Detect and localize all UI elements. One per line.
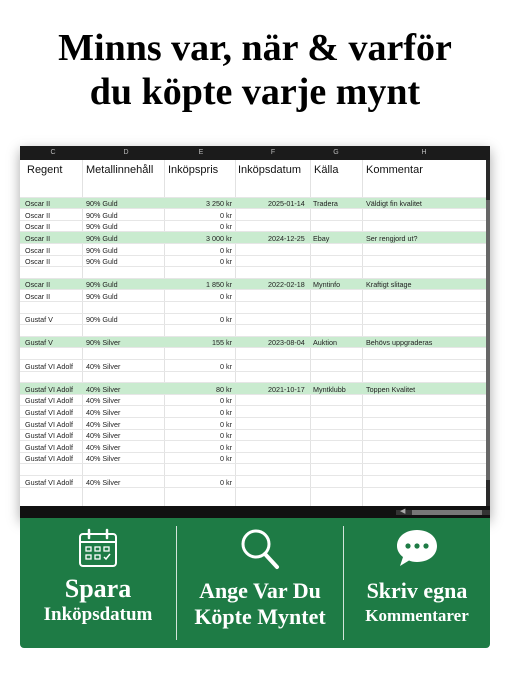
cell-regent[interactable]: Gustaf VI Adolf [25,442,73,452]
cell-metall[interactable]: 90% Guld [86,280,118,290]
cell-kalla[interactable]: Auktion [313,338,337,348]
cell-metall[interactable]: 40% Silver [86,396,121,406]
header-kommentar[interactable]: Kommentar [366,164,423,176]
cell-metall[interactable]: 40% Silver [86,407,121,417]
cell-pris[interactable]: 0 kr [220,245,232,255]
column-letter-c[interactable]: C [50,149,56,156]
cell-regent[interactable]: Oscar II [25,210,51,220]
cell-regent[interactable]: Gustaf VI Adolf [25,477,73,487]
table-row[interactable] [20,453,486,465]
table-row[interactable] [20,476,486,488]
table-row[interactable] [20,186,486,198]
cell-kalla[interactable]: Tradera [313,199,338,209]
cell-pris[interactable]: 0 kr [220,222,232,232]
cell-kommentar[interactable]: Ser rengjord ut? [366,233,418,243]
cell-regent[interactable]: Gustaf VI Adolf [25,419,73,429]
cell-datum[interactable]: 2025-01-14 [268,199,305,209]
chat-bubble-icon [394,526,440,577]
cell-pris[interactable]: 0 kr [220,477,232,487]
table-row[interactable] [20,372,486,384]
cell-regent[interactable]: Oscar II [25,199,51,209]
cell-datum[interactable]: 2023-08-04 [268,338,305,348]
cell-regent[interactable]: Oscar II [25,222,51,232]
headline [0,26,510,114]
cell-pris[interactable]: 0 kr [220,431,232,441]
cell-regent[interactable]: Gustaf VI Adolf [25,407,73,417]
cell-metall[interactable]: 90% Guld [86,245,118,255]
cell-metall[interactable]: 90% Guld [86,233,118,243]
table-row[interactable] [20,441,486,453]
table-row[interactable] [20,209,486,221]
cell-pris[interactable]: 0 kr [220,454,232,464]
table-row[interactable] [20,464,486,476]
table-row[interactable] [20,267,486,279]
table-row[interactable] [20,232,486,244]
scroll-left-icon[interactable]: ◀ [400,508,406,515]
cell-datum[interactable]: 2022-02-18 [268,280,305,290]
feature-1-subtitle: Inköpsdatum [43,604,153,625]
table-row[interactable] [20,198,486,210]
cell-metall[interactable]: 40% Silver [86,384,121,394]
table-row[interactable] [20,279,486,291]
sheet-grid[interactable] [20,160,490,506]
cell-pris[interactable]: 0 kr [220,361,232,371]
cell-kalla[interactable]: Myntinfo [313,280,341,290]
feature-banner [20,518,490,648]
cell-regent[interactable]: Gustaf V [25,338,53,348]
cell-pris[interactable]: 0 kr [220,257,232,267]
cell-regent[interactable]: Gustaf VI Adolf [25,396,73,406]
table-row[interactable] [20,337,486,349]
cell-kommentar[interactable]: Väldigt fin kvalitet [366,199,422,209]
cell-pris[interactable]: 0 kr [220,315,232,325]
cell-metall[interactable]: 90% Guld [86,291,118,301]
cell-kalla[interactable]: Myntklubb [313,384,346,394]
table-row[interactable] [20,406,486,418]
cell-regent[interactable]: Oscar II [25,280,51,290]
header-regent[interactable]: Regent [27,164,63,176]
header-metallinnehall[interactable]: Metallinnehåll [86,164,154,176]
cell-regent[interactable]: Gustaf VI Adolf [25,384,73,394]
feature-2-title: Ange Var Du [199,578,321,603]
cell-datum[interactable]: 2021-10-17 [268,384,305,394]
cell-metall[interactable]: 40% Silver [86,431,121,441]
header-kalla[interactable]: Källa [314,164,339,176]
column-letter-e[interactable]: E [198,149,204,156]
cell-pris[interactable]: 3 000 kr [206,233,232,243]
cell-metall[interactable]: 40% Silver [86,454,121,464]
column-letter-f[interactable]: F [270,149,276,156]
cell-pris[interactable]: 80 kr [216,384,232,394]
cell-metall[interactable]: 90% Guld [86,222,118,232]
feature-where-bought [177,518,343,648]
header-row [20,160,486,182]
cell-pris[interactable]: 3 250 kr [206,199,232,209]
spreadsheet-window [20,146,490,518]
vertical-scroll-thumb[interactable] [486,200,490,480]
cell-kalla[interactable]: Ebay [313,233,330,243]
cell-kommentar[interactable]: Behövs uppgraderas [366,338,433,348]
calendar-icon [75,526,121,577]
cell-metall[interactable]: 90% Guld [86,315,118,325]
table-row[interactable] [20,383,486,395]
headline-line-2: du köpte varje mynt [89,71,421,113]
feature-3-subtitle: Kommentarer [365,606,469,625]
header-inkopspris[interactable]: Inköpspris [168,164,219,176]
table-row[interactable] [20,418,486,430]
cell-pris[interactable]: 0 kr [220,442,232,452]
cell-metall[interactable]: 90% Guld [86,257,118,267]
cell-metall[interactable]: 90% Guld [86,210,118,220]
table-row[interactable] [20,302,486,314]
cell-regent[interactable]: Oscar II [25,233,51,243]
cell-pris[interactable]: 0 kr [220,407,232,417]
cell-pris[interactable]: 155 kr [212,338,232,348]
column-letter-g[interactable]: G [333,149,339,156]
table-row[interactable] [20,314,486,326]
horizontal-scroll-thumb[interactable] [412,510,482,515]
cell-pris[interactable]: 0 kr [220,291,232,301]
table-row[interactable] [20,221,486,233]
cell-regent[interactable]: Gustaf VI Adolf [25,454,73,464]
column-letter-h[interactable]: H [421,149,427,156]
column-letter-d[interactable]: D [123,149,129,156]
cell-regent[interactable]: Gustaf V [25,315,53,325]
table-row[interactable] [20,290,486,302]
cell-pris[interactable]: 1 850 kr [206,280,232,290]
cell-regent[interactable]: Oscar II [25,291,51,301]
cell-metall[interactable]: 40% Silver [86,361,121,371]
cell-metall[interactable]: 90% Guld [86,199,118,209]
cell-pris[interactable]: 0 kr [220,210,232,220]
cell-regent[interactable]: Oscar II [25,257,51,267]
cell-pris[interactable]: 0 kr [220,419,232,429]
column-header-bar [20,146,490,160]
magnifier-icon [237,526,283,577]
table-row[interactable] [20,256,486,268]
feature-save-date [20,518,176,648]
cell-datum[interactable]: 2024-12-25 [268,233,305,243]
feature-comments [344,518,490,648]
table-row[interactable] [20,348,486,360]
table-row[interactable] [20,430,486,442]
cell-metall[interactable]: 40% Silver [86,477,121,487]
feature-2-subtitle: Köpte Myntet [194,604,326,629]
table-row[interactable] [20,244,486,256]
cell-kommentar[interactable]: Kraftigt slitage [366,280,412,290]
table-row[interactable] [20,325,486,337]
cell-regent[interactable]: Gustaf VI Adolf [25,431,73,441]
cell-metall[interactable]: 90% Silver [86,338,121,348]
table-row[interactable] [20,395,486,407]
cell-pris[interactable]: 0 kr [220,396,232,406]
cell-regent[interactable]: Oscar II [25,245,51,255]
feature-1-title: Spara [64,574,132,603]
header-inkopsdatum[interactable]: Inköpsdatum [238,164,301,176]
cell-metall[interactable]: 40% Silver [86,419,121,429]
table-row[interactable] [20,360,486,372]
cell-metall[interactable]: 40% Silver [86,442,121,452]
feature-3-title: Skriv egna [366,578,468,603]
cell-kommentar[interactable]: Toppen Kvalitet [366,384,416,394]
headline-line-1: Minns var, när & varför [58,27,452,69]
cell-regent[interactable]: Gustaf VI Adolf [25,361,73,371]
